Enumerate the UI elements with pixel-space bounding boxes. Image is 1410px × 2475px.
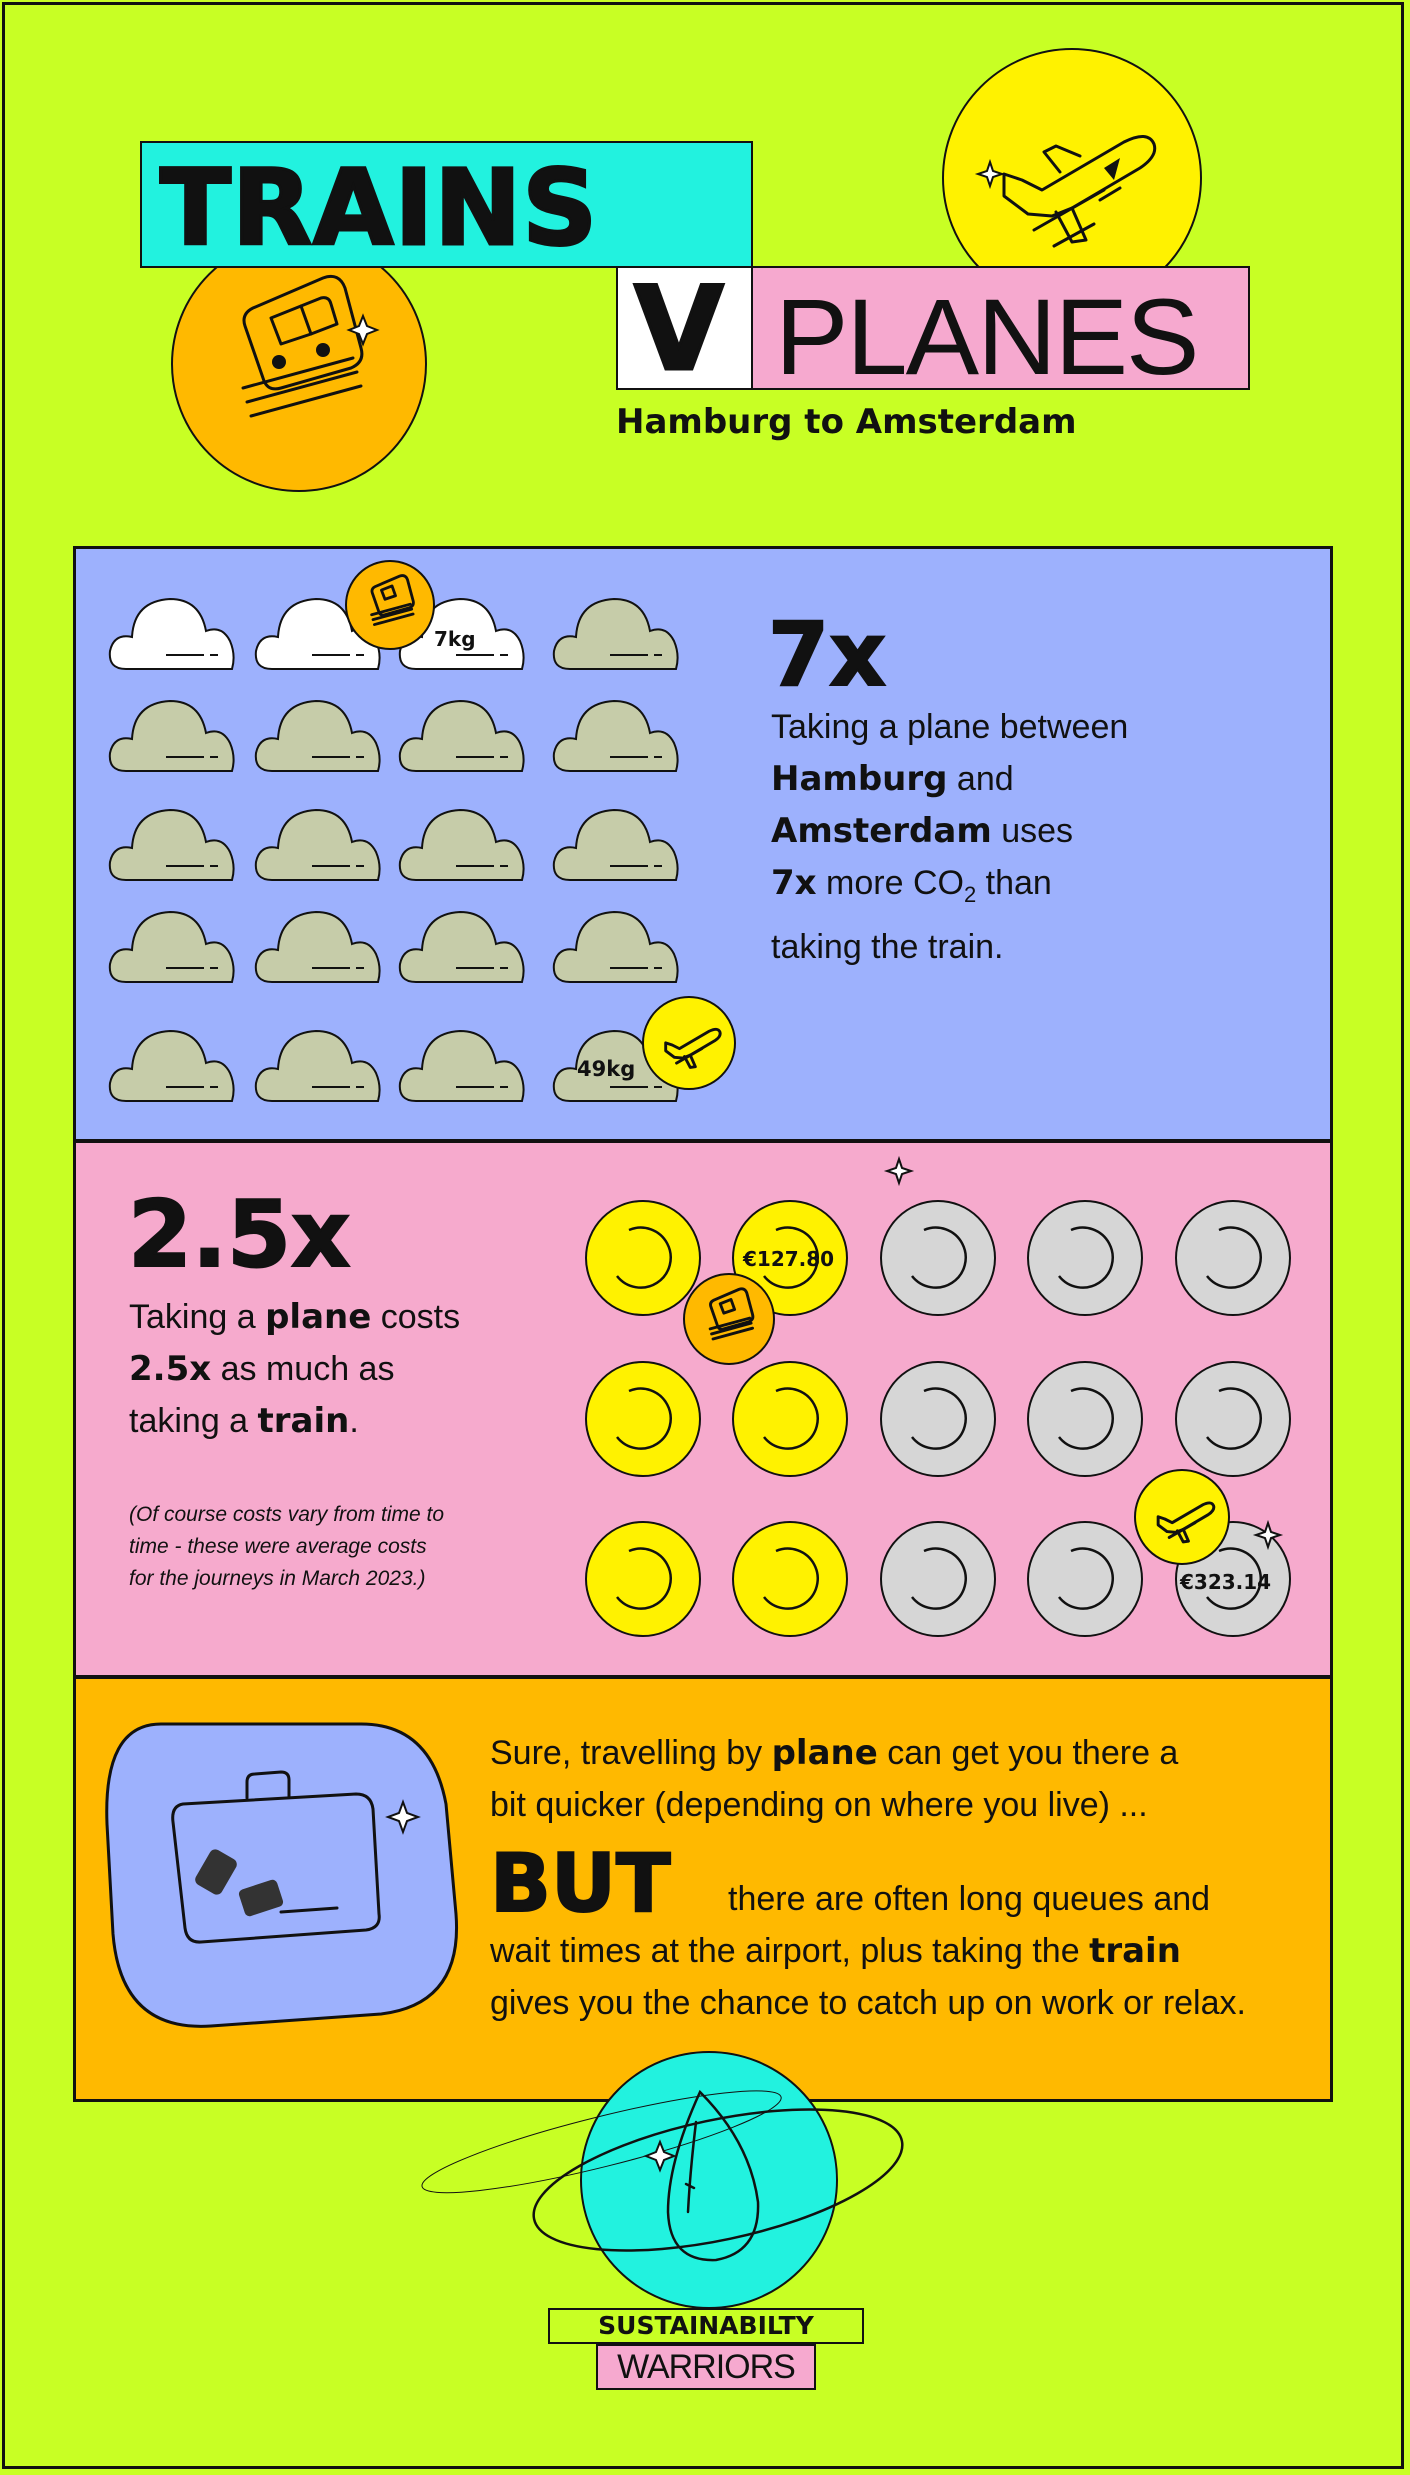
coin-icon-train bbox=[586, 1201, 700, 1315]
cloud-icon-plane bbox=[256, 1031, 380, 1101]
title-trains-box bbox=[140, 141, 753, 268]
coin-icon-train bbox=[733, 1362, 847, 1476]
cloud-icon-plane bbox=[554, 701, 678, 771]
emissions-panel bbox=[73, 546, 1333, 1142]
plane-icon bbox=[644, 998, 738, 1092]
train-icon bbox=[173, 238, 429, 494]
plane-badge-small bbox=[1134, 1469, 1230, 1565]
coin-icon-plane bbox=[881, 1362, 995, 1476]
coin-icon-plane bbox=[1028, 1201, 1142, 1315]
title-planes-box bbox=[751, 266, 1250, 397]
coin-icon-plane bbox=[1176, 1362, 1290, 1476]
coin-icon-train bbox=[586, 1362, 700, 1476]
subtitle: Hamburg to Amsterdam bbox=[616, 402, 1077, 442]
cloud-icon-plane bbox=[554, 599, 678, 669]
train-icon bbox=[347, 562, 437, 652]
plane-emission-label: 49kg bbox=[577, 1057, 636, 1081]
cloud-icon-train bbox=[110, 599, 234, 669]
cloud-icon-plane bbox=[400, 912, 524, 982]
train-price-label: €127.80 bbox=[743, 1247, 835, 1271]
cloud-icon-plane bbox=[256, 701, 380, 771]
coin-icon-plane bbox=[881, 1201, 995, 1315]
cloud-icon-plane bbox=[256, 810, 380, 880]
costs-panel bbox=[73, 1140, 1333, 1678]
train-badge-small bbox=[345, 560, 435, 650]
coin-icon-train bbox=[586, 1522, 700, 1636]
brand-line-1: SUSTAINABILTY bbox=[548, 2308, 864, 2344]
cloud-icon-plane bbox=[400, 1031, 524, 1101]
cloud-icon-plane bbox=[554, 912, 678, 982]
costs-text: Taking a plane costs 2.5x as much as taking a train. bbox=[129, 1297, 461, 1441]
title-v: V bbox=[634, 262, 724, 397]
emissions-headline: 7x bbox=[768, 603, 886, 706]
cloud-icon-plane bbox=[400, 701, 524, 771]
plane-price-label: €323.14 bbox=[1180, 1570, 1272, 1594]
orbit-ring bbox=[518, 2090, 918, 2290]
cloud-icon-plane bbox=[110, 1031, 234, 1101]
coin-icon-train bbox=[733, 1522, 847, 1636]
coin-icon-plane bbox=[1028, 1522, 1142, 1636]
train-badge-large bbox=[171, 236, 427, 492]
coin-icon-plane bbox=[1028, 1362, 1142, 1476]
coin-icon-plane bbox=[881, 1522, 995, 1636]
cloud-icon-plane bbox=[400, 810, 524, 880]
cloud-icon-plane bbox=[110, 912, 234, 982]
title-trains: TRAINS bbox=[160, 147, 599, 269]
coin-icon-plane bbox=[1176, 1201, 1290, 1315]
costs-note: (Of course costs vary from time to time - these were average costs for the journeys in March 2023.) bbox=[129, 1503, 445, 1590]
cloud-icon-plane bbox=[256, 912, 380, 982]
cloud-icon-plane bbox=[110, 810, 234, 880]
train-emission-label: 7kg bbox=[434, 627, 476, 651]
travel-text: Sure, travelling by plane can get you there a bit quicker (depending on where you live) ... bbox=[490, 1733, 1179, 1824]
brand-line-2: WARRIORS bbox=[596, 2344, 816, 2390]
title-planes: PLANES bbox=[775, 276, 1198, 397]
cloud-icon-plane bbox=[110, 701, 234, 771]
plane-badge-small bbox=[642, 996, 736, 1090]
plane-icon bbox=[1136, 1471, 1232, 1567]
sparkle-icon bbox=[978, 162, 1002, 186]
title-v-box bbox=[616, 262, 753, 397]
travel-panel bbox=[73, 1676, 1333, 2102]
train-icon bbox=[685, 1275, 777, 1367]
emissions-text: Taking a plane between Hamburg and Amsterdam uses 7x more $CO_2$ than taking the train. bbox=[771, 708, 1129, 966]
suitcase-icon bbox=[101, 1714, 481, 2034]
but-word: BUT bbox=[490, 1837, 671, 1930]
costs-headline: 2.5x bbox=[128, 1181, 351, 1288]
travel-text-2: there are often long queues and wait times at the airport, plus taking the train gives you the chance to catch up on work or relax. bbox=[490, 1880, 1246, 2022]
sparkle-icon bbox=[887, 1159, 911, 1183]
cloud-icon-plane bbox=[554, 810, 678, 880]
train-badge-small bbox=[683, 1273, 775, 1365]
coin-grid bbox=[76, 1143, 1336, 1681]
